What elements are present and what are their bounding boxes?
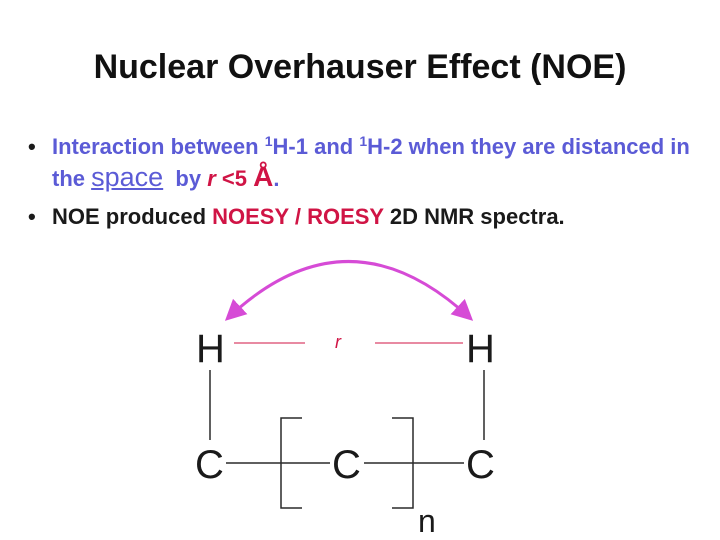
- bullet1-part3: H-2 when they are distanced in the: [52, 134, 690, 191]
- bullet2-part2: 2D NMR spectra.: [383, 204, 565, 229]
- repeat-subscript-n: n: [418, 503, 436, 539]
- c-left-atom: C: [195, 443, 224, 487]
- bullet1-part1: Interaction between: [52, 134, 265, 159]
- bullet2-part1: NOE produced: [52, 204, 213, 229]
- h-left-atom: H: [196, 327, 225, 371]
- bullet1-sup1: 1: [264, 133, 273, 149]
- bullet-marker: •: [28, 204, 36, 229]
- angstrom-unit: Å: [253, 161, 274, 192]
- distance-r-label: r: [335, 332, 341, 352]
- bullet1-part2: H-1 and: [272, 134, 360, 159]
- bullet1-sup2: 1: [359, 133, 368, 149]
- space-word: space: [91, 162, 164, 192]
- bullet1-part5: <5: [215, 166, 254, 191]
- noesy-roesy: NOESY / ROESY: [212, 204, 384, 229]
- bullet-marker: •: [28, 134, 36, 159]
- bullet1-part4: by: [163, 166, 208, 191]
- slide-title: Nuclear Overhauser Effect (NOE): [93, 48, 627, 86]
- c-middle-atom: C: [332, 443, 361, 487]
- bullet1-part6: .: [273, 166, 280, 191]
- noe-double-arrow: [228, 262, 470, 319]
- c-right-atom: C: [466, 443, 495, 487]
- r-symbol: r: [207, 166, 216, 191]
- h-right-atom: H: [466, 327, 495, 371]
